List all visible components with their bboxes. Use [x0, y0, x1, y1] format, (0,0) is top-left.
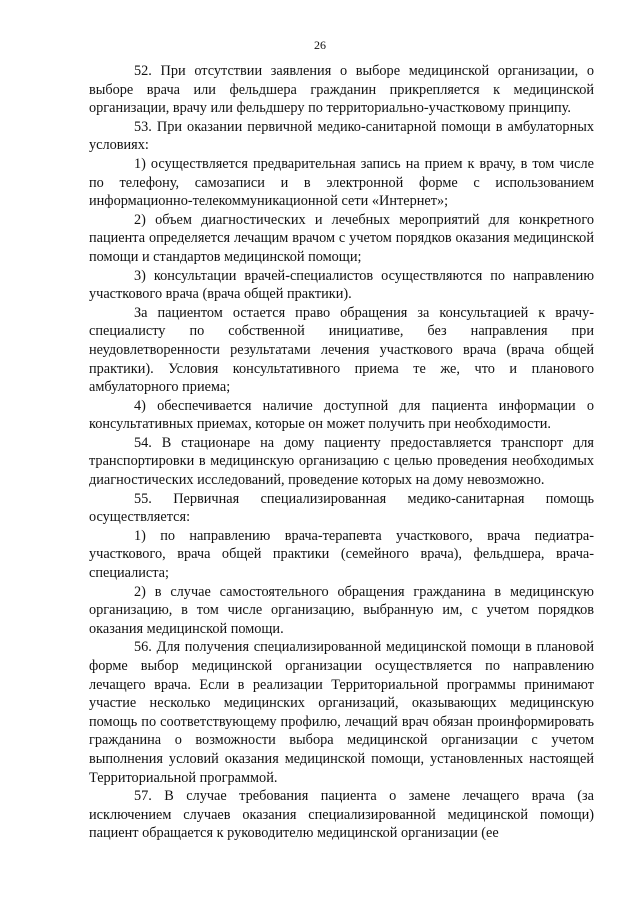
paragraph-53-item-2: 2) объем диагностических и лечебных мероприятий для конкретного пациента определяется лечащим врачом с учетом порядков оказания медицинской помощи и стандартов медицинской помощи; [89, 211, 594, 265]
paragraph-55-item-2: 2) в случае самостоятельного обращения гражданина в медицинскую организацию, в том числе организацию, выбранную им, с учетом порядков оказания медицинской помощи. [89, 583, 594, 637]
paragraph-55-item-1: 1) по направлению врача-терапевта участкового, врача педиатра-участкового, врача общей практики (семейного врача), фельдшера, врача-специалиста; [89, 527, 594, 582]
paragraph-53-item-3-note: За пациентом остается право обращения за консультацией к врачу-специалисту по собственной инициативе, без направления при неудовлетворенности результатами лечения участкового врача (врача общей практики). Условия консультативного приема те же, что и планового амбулаторного приема; [89, 304, 594, 396]
paragraph-57: 57. В случае требования пациента о замене лечащего врача (за исключением случаев оказания специализированной медицинской помощи) пациент обращается к руководителю медицинской организации (ее [89, 788, 594, 842]
document-body [89, 62, 594, 843]
paragraph-53-item-1: 1) осуществляется предварительная запись на прием к врачу, в том числе по телефону, самозаписи и в электронной форме с использованием информационно-телекоммуникационной сети «Интернет»; [89, 155, 594, 210]
paragraph-53-item-3: 3) консультации врачей-специалистов осуществляются по направлению участкового врача (врача общей практики). [89, 267, 594, 303]
paragraph-54: 54. В стационаре на дому пациенту предоставляется транспорт для транспортировки в медицинскую организацию с целью проведения необходимых диагностических исследований, проведение которых на дому невозможно. [89, 434, 594, 489]
page-number: 26 [314, 38, 326, 52]
paragraph-56: 56. Для получения специализированной медицинской помощи в плановой форме выбор медицинской организации осуществляется по направлению лечащего врача. Если в реализации Территориальной программы принимают участие несколько медицинских организаций, оказывающих медицинскую помощь по соответствующему профилю, лечащий врач обязан проинформировать гражданина о возможности выбора медицинской организации с учетом выполнения условий оказания медицинской помощи, установленных настоящей Территориальной программой. [89, 639, 594, 786]
paragraph-52: 52. При отсутствии заявления о выборе медицинской организации, о выборе врача или фельдшера гражданин прикрепляется к медицинской организации, врачу или фельдшеру по территориально-участковому принципу. [89, 63, 594, 117]
paragraph-53: 53. При оказании первичной медико-санитарной помощи в амбулаторных условиях: [89, 118, 594, 154]
paragraph-53-item-4: 4) обеспечивается наличие доступной для пациента информации о консультативных приемах, которые он может получить при необходимости. [89, 397, 594, 433]
paragraph-55: 55. Первичная специализированная медико-санитарная помощь осуществляется: [89, 490, 594, 526]
